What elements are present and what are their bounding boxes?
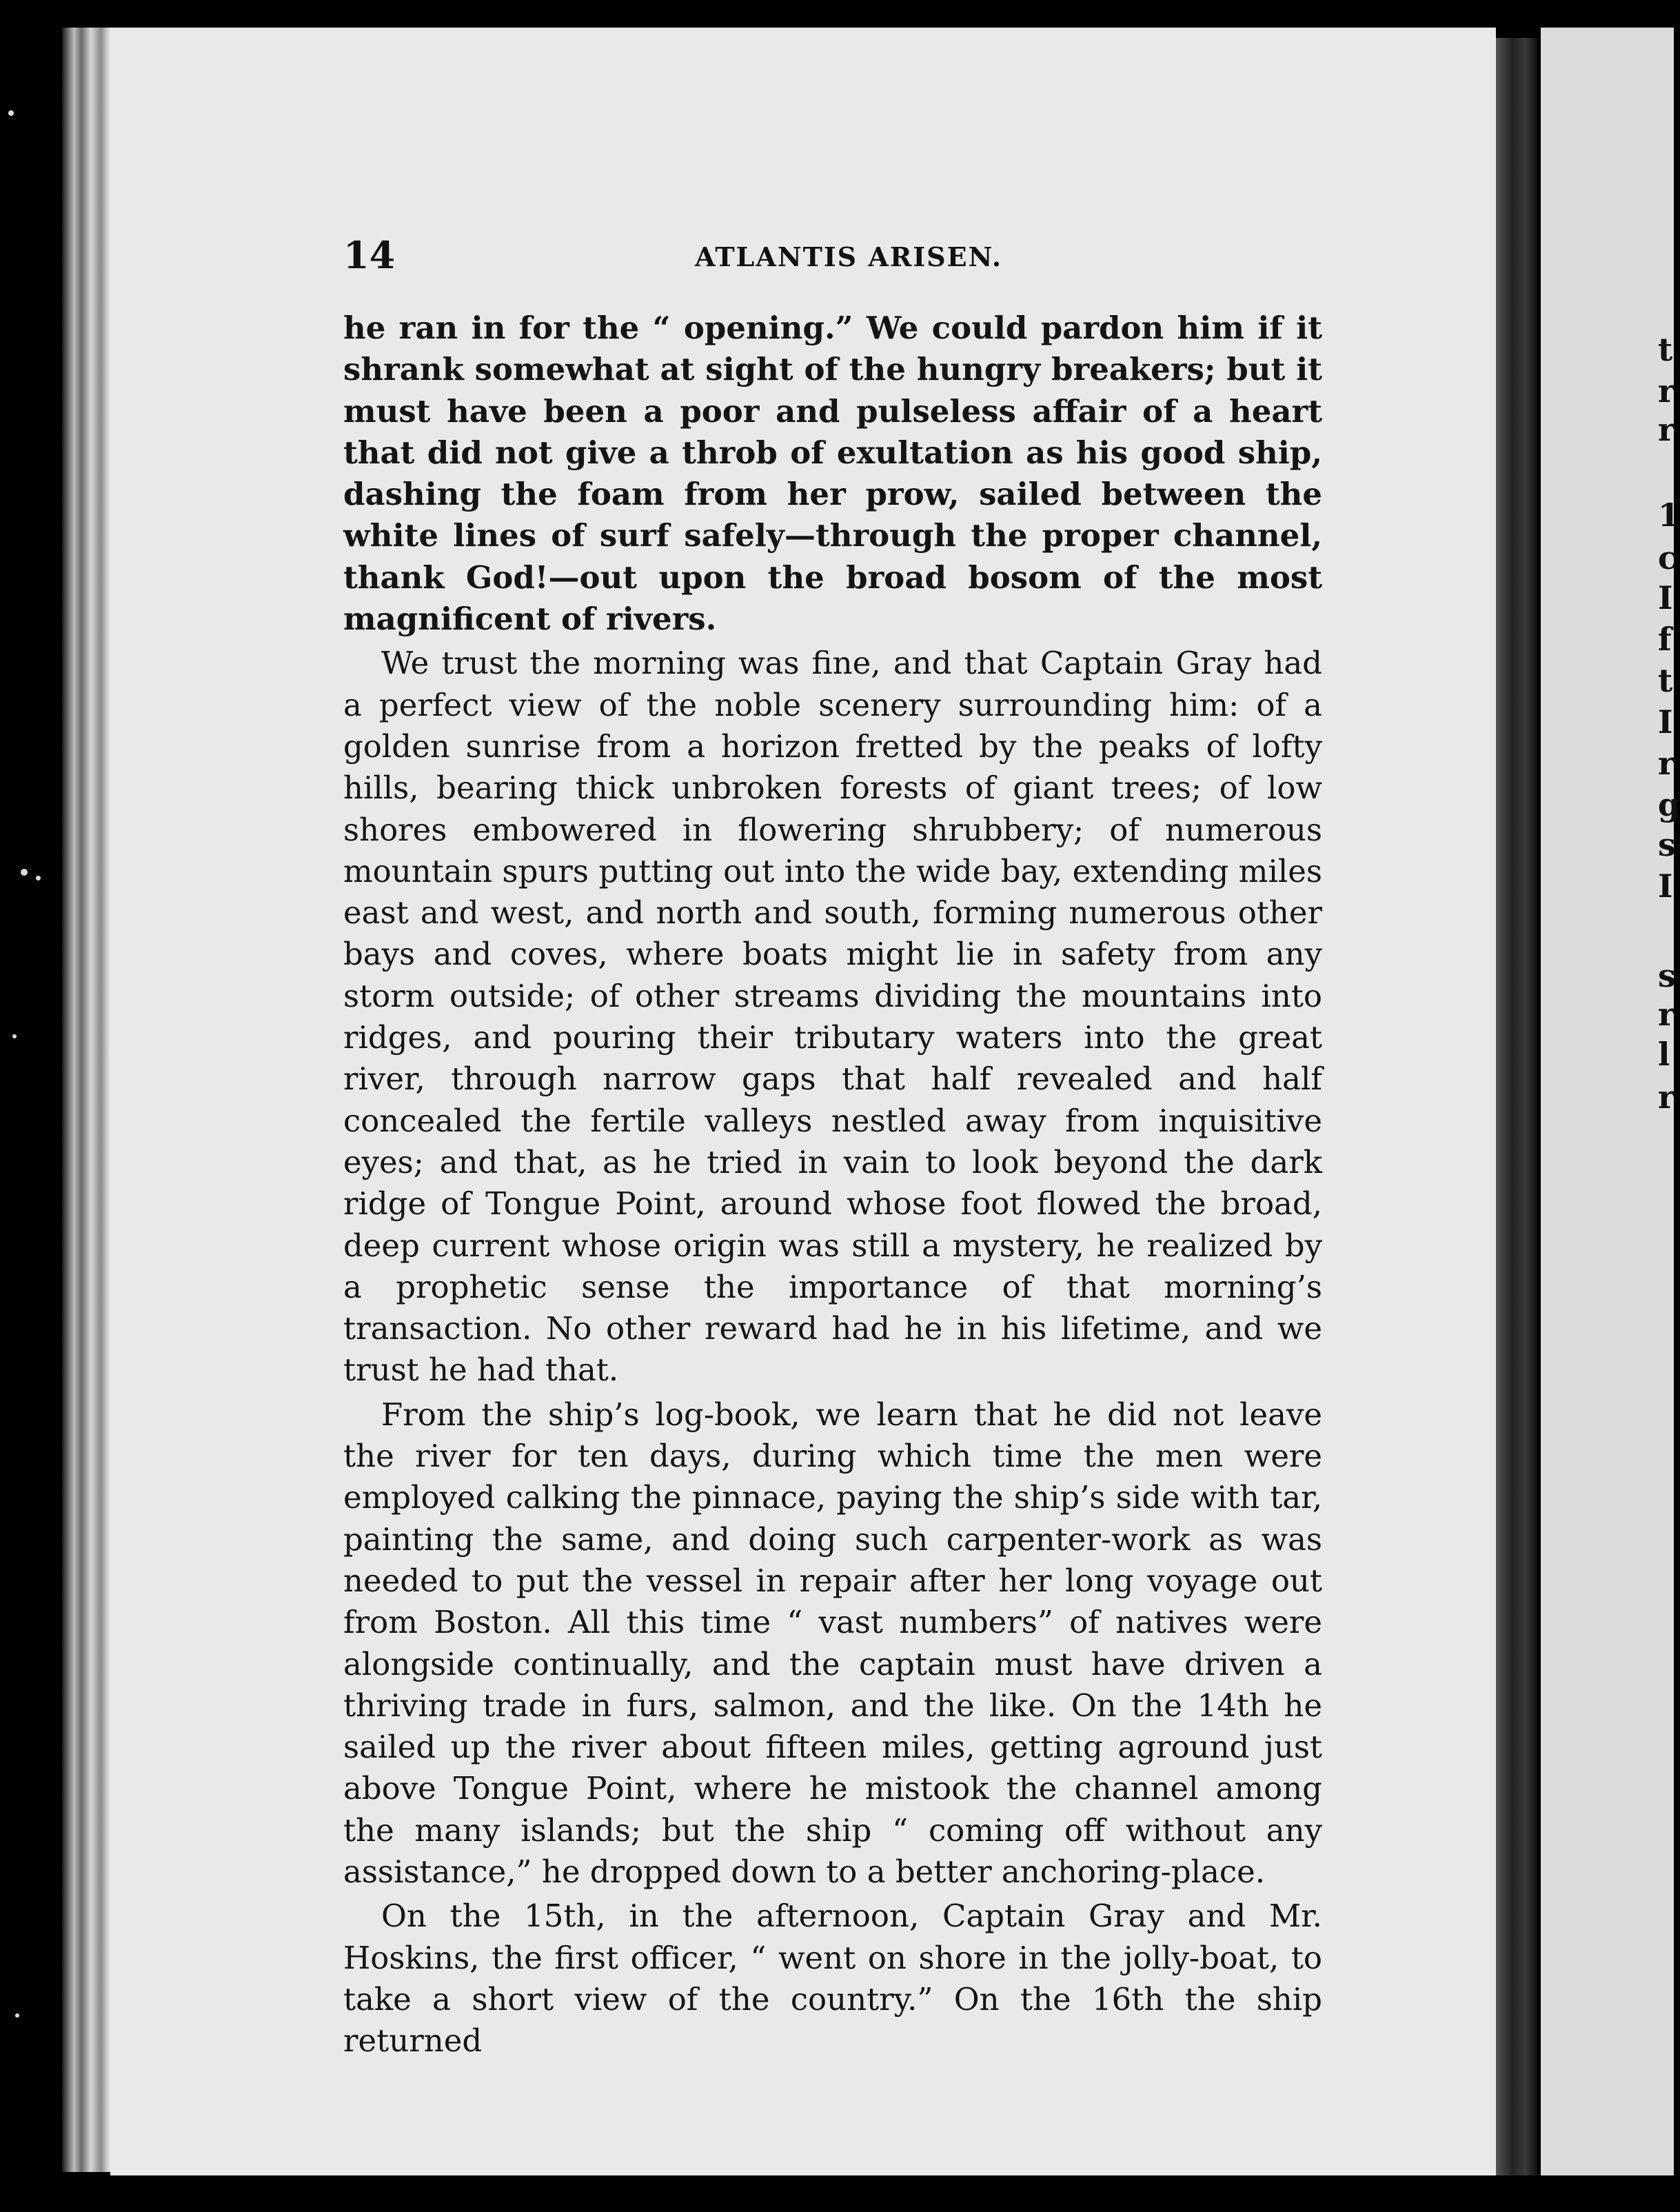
facing-page-char: t: [1658, 331, 1673, 368]
facing-page-char: s: [1658, 826, 1676, 863]
facing-page-char: 1: [1658, 496, 1680, 534]
facing-page-char: I: [1658, 703, 1673, 741]
facing-page: [1541, 28, 1680, 2175]
facing-page-char: c: [1658, 539, 1678, 576]
paragraph: he ran in for the “ opening.” We could pardon him if it shrank somewhat at sight of the hungry breakers; but it must have been a poor and pulseless affair of a heart that did not give a throb of exultation as his good ship, dashing the foam from her prow, sailed between the white lines of surf safely—through the proper channel, thank God!—out upon the broad bosom of the most magnificent of rivers.: [343, 310, 1322, 638]
facing-page-char: s: [1658, 957, 1676, 994]
body-text: [343, 308, 1322, 2064]
page-number: 14: [343, 233, 396, 277]
paragraph: From the ship’s log-book, we learn that he did not leave the river for ten days, during which time the men were employed calking the pinnace, paying the ship’s side with tar, painting the same, and doing such carpenter-work as was needed to put the vessel in repair after her long voyage out from Boston. All this time “ vast numbers” of natives were alongside continually, and the captain must have driven a thriving trade in furs, salmon, and the like. On the 14th he sailed up the river about fifteen miles, getting aground just above Tongue Point, where he mistook the channel among the many islands; but the ship “ coming off without any assistance,” he dropped down to a better anchoring-place.: [343, 1396, 1322, 1890]
facing-page-char: g: [1658, 786, 1680, 823]
facing-page-char: r: [1658, 411, 1675, 448]
page-gutter: [1496, 38, 1537, 2175]
facing-page-char: r: [1658, 372, 1675, 410]
running-title: ATLANTIS ARISEN.: [695, 241, 1003, 272]
facing-page-char: r: [1658, 1078, 1675, 1116]
book-spine: [62, 28, 110, 2172]
facing-page-char: I: [1658, 579, 1673, 616]
paragraph: We trust the morning was fine, and that Captain Gray had a perfect view of the noble scenery surrounding him: of a golden sunrise from a horizon fretted by the peaks of lofty hills, bearing thick unbroken forests of giant trees; of low shores embowered in flowering shrubbery; of numerous mountain spurs putting out into the wide bay, extending miles east and west, and north and south, forming numerous other bays and coves, where boats might lie in safety from any storm outside; of other streams dividing the mountains into ridges, and pouring their tributary waters into the great river, through narrow gaps that half revealed and half concealed the fertile valleys nestled away from inquisitive eyes; and that, as he tried in vain to look beyond the dark ridge of Tongue Point, around whose foot flowed the broad, deep current whose origin was still a mystery, he realized by a prophetic sense the importance of that morning’s transaction. No other reward had he in his lifetime, and we trust he had that.: [343, 645, 1322, 1389]
paragraph: On the 15th, in the afternoon, Captain Gray and Mr. Hoskins, the first officer, “ went on shore in the jolly-boat, to take a short view of the country.” On the 16th the ship returned: [343, 1898, 1322, 2060]
facing-page-char: r: [1658, 996, 1675, 1033]
facing-page-char: l: [1658, 1036, 1670, 1073]
facing-page-char: f: [1658, 621, 1672, 658]
facing-page-char: I: [1658, 867, 1673, 905]
facing-page-char: r: [1658, 745, 1675, 782]
facing-page-char: t: [1658, 662, 1673, 699]
page-header: [343, 233, 1322, 281]
